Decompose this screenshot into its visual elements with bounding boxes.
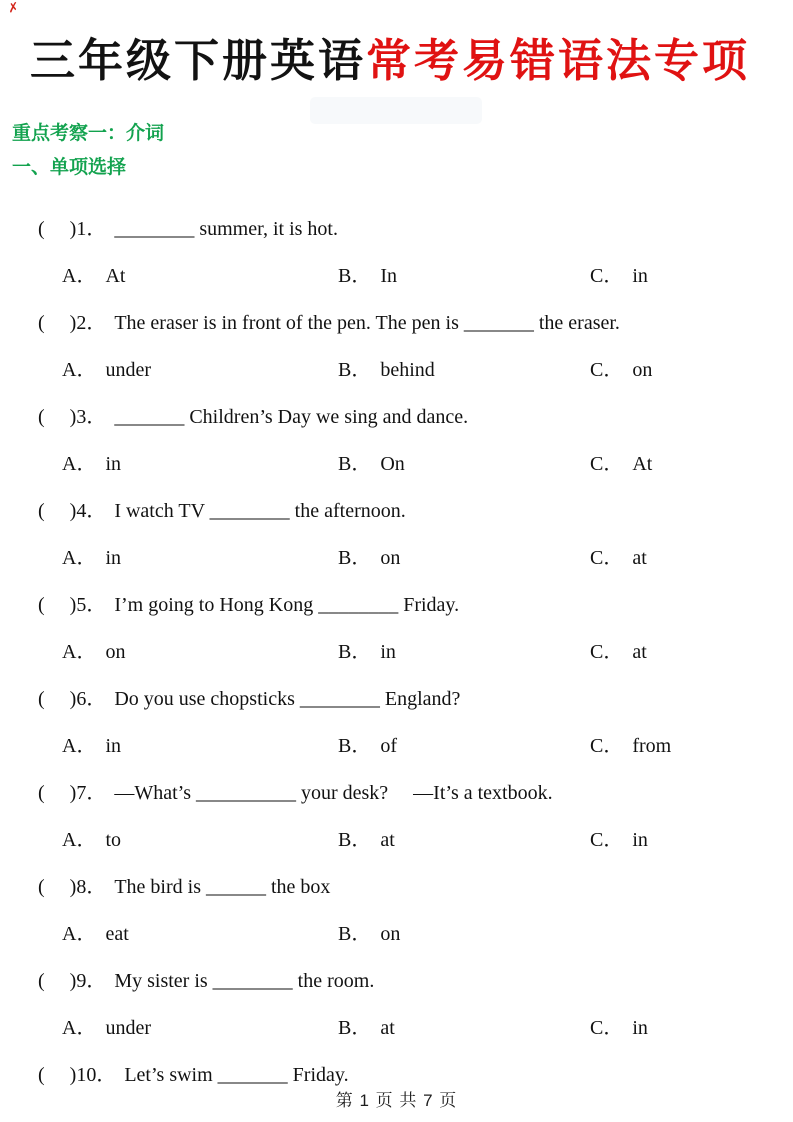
option-text: in [632, 1017, 648, 1039]
option-c [590, 723, 793, 770]
question-lead: ( )3． [38, 406, 107, 428]
option-b [338, 911, 590, 958]
page-title-black: 三年级下册英语 [30, 36, 367, 86]
option-b [338, 817, 590, 864]
option-text: in [105, 547, 122, 569]
option-a [62, 629, 338, 676]
option-text: in [632, 829, 648, 851]
option-text: at [380, 829, 395, 851]
option-label: A． [62, 829, 97, 851]
option-label: C． [590, 829, 624, 851]
option-label: B． [338, 923, 372, 945]
option-label: A． [62, 641, 97, 663]
option-a [62, 911, 338, 958]
option-label: B． [338, 359, 372, 381]
question-text: Do you use chopsticks ________ England? [114, 688, 461, 710]
option-c [590, 253, 793, 300]
option-text: on [380, 547, 401, 569]
option-label: C． [590, 265, 624, 287]
option-c [590, 1005, 793, 1052]
option-label: B． [338, 265, 372, 287]
options-row-4 [0, 535, 793, 582]
option-c [590, 629, 793, 676]
options-row-2 [0, 347, 793, 394]
option-text: On [380, 453, 405, 475]
option-a [62, 253, 338, 300]
option-text: At [105, 265, 126, 287]
option-c [590, 911, 793, 958]
question-line-5 [0, 582, 793, 629]
option-label: C． [590, 547, 624, 569]
option-b [338, 535, 590, 582]
question-lead: ( )9． [38, 970, 107, 992]
options-row-3 [0, 441, 793, 488]
option-label: A． [62, 547, 97, 569]
question-text: —What’s __________ your desk? —It’s a textbook. [114, 782, 553, 804]
options-row-8 [0, 911, 793, 958]
option-label: A． [62, 735, 97, 757]
option-text: of [380, 735, 398, 757]
option-text: on [105, 641, 126, 663]
question-line-3 [0, 394, 793, 441]
option-label: B． [338, 1017, 372, 1039]
option-label: B． [338, 641, 372, 663]
option-label: A． [62, 453, 97, 475]
question-text: Let’s swim _______ Friday. [124, 1064, 349, 1086]
corner-mark: ✗ [6, 0, 21, 17]
option-label: C． [590, 1017, 624, 1039]
question-lead: ( )4． [38, 500, 107, 522]
section-heading-focus: 重点考察一：介词 [12, 123, 165, 144]
question-text: The bird is ______ the box [114, 876, 331, 898]
option-a [62, 535, 338, 582]
page-footer: 第 1 页 共 7 页 [335, 1091, 458, 1110]
question-lead: ( )6． [38, 688, 107, 710]
option-text: in [105, 453, 122, 475]
option-text: behind [380, 359, 435, 381]
question-text: My sister is ________ the room. [114, 970, 375, 992]
question-text: The eraser is in front of the pen. The pen is _______ the eraser. [114, 312, 620, 334]
options-row-1 [0, 253, 793, 300]
option-text: in [105, 735, 122, 757]
option-c [590, 817, 793, 864]
question-text: ________ summer, it is hot. [114, 218, 338, 240]
option-label: C． [590, 359, 624, 381]
option-text: in [632, 265, 648, 287]
question-lead: ( )1． [38, 218, 107, 240]
question-text: _______ Children’s Day we sing and dance. [114, 406, 469, 428]
question-line-2 [0, 300, 793, 347]
option-text: at [380, 1017, 395, 1039]
option-label: B． [338, 547, 372, 569]
option-c [590, 347, 793, 394]
option-text: from [632, 735, 672, 757]
option-text: eat [105, 923, 129, 945]
option-b [338, 629, 590, 676]
option-b [338, 441, 590, 488]
option-label: C． [590, 453, 624, 475]
option-label: A． [62, 1017, 97, 1039]
option-c [590, 535, 793, 582]
question-line-7 [0, 770, 793, 817]
option-text: at [632, 547, 647, 569]
page-title-red: 常考易错语法专项 [366, 36, 751, 86]
option-label: A． [62, 359, 97, 381]
option-text: on [380, 923, 401, 945]
question-lead: ( )10． [38, 1064, 117, 1086]
option-text: In [380, 265, 398, 287]
option-text: under [105, 1017, 151, 1039]
option-label: C． [590, 641, 624, 663]
question-line-1 [0, 206, 793, 253]
option-text: to [105, 829, 122, 851]
question-lead: ( )8． [38, 876, 107, 898]
question-lead: ( )7． [38, 782, 107, 804]
option-label: B． [338, 829, 372, 851]
option-label: B． [338, 735, 372, 757]
question-lead: ( )2． [38, 312, 107, 334]
options-row-6 [0, 723, 793, 770]
option-text: on [632, 359, 653, 381]
question-line-9 [0, 958, 793, 1005]
option-text: in [380, 641, 396, 663]
question-line-8 [0, 864, 793, 911]
option-c [590, 441, 793, 488]
option-b [338, 253, 590, 300]
option-b [338, 1005, 590, 1052]
options-row-9 [0, 1005, 793, 1052]
question-text: I’m going to Hong Kong ________ Friday. [114, 594, 460, 616]
option-label: A． [62, 923, 97, 945]
option-text: at [632, 641, 647, 663]
option-text: under [105, 359, 151, 381]
option-a [62, 723, 338, 770]
page-title [0, 0, 793, 86]
question-text: I watch TV ________ the afternoon. [114, 500, 406, 522]
option-a [62, 347, 338, 394]
option-label: A． [62, 265, 97, 287]
option-b [338, 723, 590, 770]
option-a [62, 1005, 338, 1052]
question-list [0, 180, 793, 1099]
options-row-7 [0, 817, 793, 864]
question-lead: ( )5． [38, 594, 107, 616]
option-a [62, 817, 338, 864]
question-line-4 [0, 488, 793, 535]
question-line-6 [0, 676, 793, 723]
option-b [338, 347, 590, 394]
option-a [62, 441, 338, 488]
option-text: At [632, 453, 653, 475]
options-row-5 [0, 629, 793, 676]
option-label: C． [590, 735, 624, 757]
section-heading-type: 一、单项选择 [12, 157, 127, 178]
option-label: B． [338, 453, 372, 475]
